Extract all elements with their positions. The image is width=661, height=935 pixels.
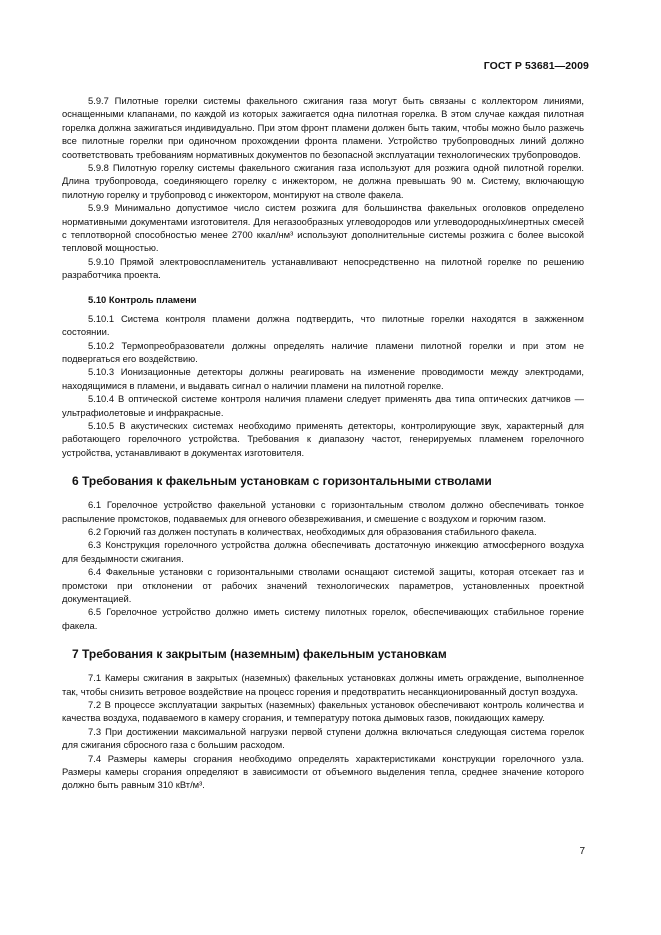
paragraph-5-10-1: 5.10.1 Система контроля пламени должна подтвердить, что пилотные горелки находятся в зажженном состоянии. xyxy=(62,312,584,338)
paragraph-5-10-4: 5.10.4 В оптической системе контроля наличия пламени следует применять два типа оптических датчиков — ультрафиолетовые и инфракрасные. xyxy=(62,393,584,418)
paragraph-7-2: 7.2 В процессе эксплуатации закрытых (наземных) факельных установок обеспечивают контроль количества и качества воздуха, подаваемого в камеру сгорания, и температуру потока дымовых газов, покидающих камеру. xyxy=(62,699,584,724)
section-title-7: 7 Требования к закрытым (наземным) факельным установкам xyxy=(72,647,447,662)
paragraph-6-5: 6.5 Горелочное устройство должно иметь систему пилотных горелок, обеспечивающих стабильное горение факела. xyxy=(62,606,584,631)
paragraph-7-4: 7.4 Размеры камеры сгорания необходимо определять характеристиками конструкции горелочного узла. Размеры камеры сгорания определяют в зависимости от объемного выделения тепла, среднее значение которого должно быть равным 310 кВт/м³. xyxy=(62,752,584,791)
paragraph-6-4: 6.4 Факельные установки с горизонтальными стволами оснащают системой защиты, которая отсекает газ и промстоки при отклонении от рабочих значений технологических параметров, установленных проектной документацией. xyxy=(62,566,584,604)
paragraph-7-3: 7.3 При достижении максимальной нагрузки первой ступени должна включаться следующая система горелок для сжигания сбросного газа с большим расходом. xyxy=(62,725,584,751)
paragraph-5-10-2: 5.10.2 Термопреобразователи должны определять наличие пламени пилотной горелки и при этом не подвергаться его воздействию. xyxy=(62,339,584,364)
document-code-header: ГОСТ Р 53681—2009 xyxy=(483,60,589,72)
paragraph-5-10-5: 5.10.5 В акустических системах необходимо применять детекторы, контролирующие звук, характерный для работающего горелочного устройства. Требования к диапазону частот, генерируемых пламенем горелочного устройства, устанавливают в документах изготовителя. xyxy=(62,419,584,458)
paragraph-6-2: 6.2 Горючий газ должен поступать в количествах, необходимых для образования стабильного факела. xyxy=(88,525,537,537)
paragraph-5-10-3: 5.10.3 Ионизационные детекторы должны реагировать на изменение проводимости между электродами, находящимися в пламени, и выдавать сигнал о наличии пламени на пилотной горелке. xyxy=(62,366,584,391)
paragraph-5-9-7: 5.9.7 Пилотные горелки системы факельного сжигания газа могут быть связаны с коллектором линиями, оснащенными клапанами, по каждой из которых зажигается одна пилотная горелка. В этом случае каждая пилотная горелка должна зажигаться индивидуально. При этом фронт пламени должен быть таким, чтобы можно было разжечь все пилотные горелки при одиночном прохождении фронта пламени. Устройство трубопроводных линий должно соответствовать требованиям нормативных документов по безопасной эксплуатации технологических трубопроводов. xyxy=(62,95,584,160)
section-title-6: 6 Требования к факельным установкам с горизонтальными стволами xyxy=(72,474,492,489)
page-number: 7 xyxy=(579,846,585,857)
paragraph-6-3: 6.3 Конструкция горелочного устройства должна обеспечивать достаточную инжекцию атмосферного воздуха для бездымности сжигания. xyxy=(62,539,584,564)
paragraph-7-1: 7.1 Камеры сжигания в закрытых (наземных) факельных установках должны иметь ограждение, выполненное так, чтобы снизить ветровое воздействие на процесс горения и предотвратить несанкционированный доступ воздуха. xyxy=(62,672,584,697)
paragraph-6-1: 6.1 Горелочное устройство факельной установки с горизонтальным стволом должно обеспечивать тонкое распыление промстоков, подаваемых для огневого обезвреживания, и смешение с воздухом и горючим газом. xyxy=(62,499,584,524)
subsection-title-5-10: 5.10 Контроль пламени xyxy=(88,293,197,305)
paragraph-5-9-8: 5.9.8 Пилотную горелку системы факельного сжигания газа используют для розжига одной пилотной горелки. Длина трубопровода, соединяющего горелку с инжектором, не должна превышать 90 м. Систему, включающую пилотную горелку и трубопровод с инжектором, монтируют на стволе факела. xyxy=(62,162,584,200)
paragraph-5-9-10: 5.9.10 Прямой электровоспламенитель устанавливают непосредственно на пилотной горелке по решению разработчика проекта. xyxy=(62,255,584,281)
page-body xyxy=(62,94,584,792)
paragraph-5-9-9: 5.9.9 Минимально допустимое число систем розжига для большинства факельных оголовков определено нормативными документами изготовителя. Для негазообразных углеводородов или углеводородных/инертных смесей с теплотворной способностью менее 2700 ккал/нм³ используют дополнительные системы розжига с более высокой тепловой мощностью. xyxy=(62,202,584,254)
